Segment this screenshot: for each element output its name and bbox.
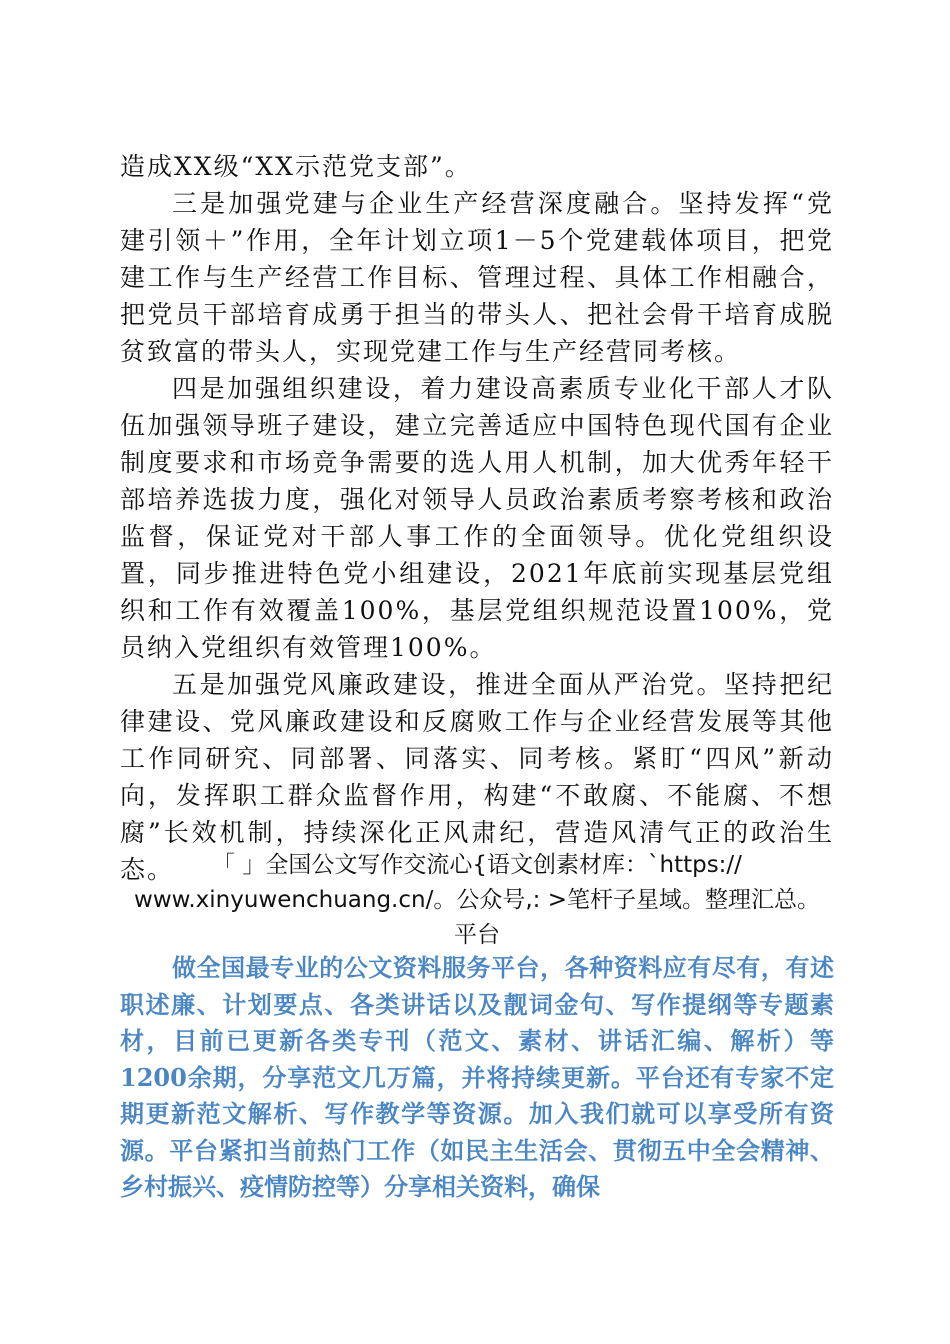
paragraph-point-five: 五是加强党风廉政建设，推进全面从严治党。坚持把纪律建设、党风廉政建设和反腐败工作与企业经营发展等其他工作同研究、同部署、同落实、同考核。紧盯“四风”新动向，发挥职工群众监督作用，构建“不敢腐、不能腐、不想腐”长效机制，持续深化正风肃纪，营造风清气正的政治生态。: [120, 670, 834, 884]
document-body: [120, 148, 834, 888]
paragraph-continuation: 造成XX级“XX示范党支部”。: [120, 152, 472, 181]
source-note-line-1: 「 」全国公文写作交流心{语文创素材库：`https://: [212, 852, 742, 878]
paragraph-point-four: 四是加强组织建设，着力建设高素质专业化干部人才队伍加强领导班子建设，建立完善适应中国特色现代国有企业制度要求和市场竞争需要的选人用人机制，加大优秀年轻干部培养选拔力度，强化对领导人员政治素质考察考核和政治监督，保证党对干部人事工作的全面领导。优化党组织设置，同步推进特色党小组建设，2021年底前实现基层党组织和工作有效覆盖100%，基层党组织规范设置100%，党员纳入党组织有效管理100%。: [120, 374, 834, 662]
source-note: [120, 848, 834, 953]
source-note-line-2: www.xinyuwenchuang.cn/。公众号,: >笔杆子星域。整理汇总。: [134, 887, 820, 913]
source-note-line-3: 平台: [454, 922, 500, 948]
paragraph-point-three: 三是加强党建与企业生产经营深度融合。坚持发挥“党建引领＋”作用，全年计划立项1－5个党建载体项目，把党建工作与生产经营工作目标、管理过程、具体工作相融合，把党员干部培育成勇于担当的带头人、把社会骨干培育成脱贫致富的带头人，实现党建工作与生产经营同考核。: [120, 189, 834, 366]
promo-paragraph: 做全国最专业的公文资料服务平台，各种资料应有尽有，有述职述廉、计划要点、各类讲话以及靓词金句、写作提纲等专题素材，目前已更新各类专刊（范文、素材、讲话汇编、解析）等1200余期，分享范文几万篇，并将持续更新。平台还有专家不定期更新范文解析、写作教学等资源。加入我们就可以享受所有资源。平台紧扣当前热门工作（如民主生活会、贯彻五中全会精神、乡村振兴、疫情防控等）分享相关资料，确保: [120, 953, 834, 1201]
